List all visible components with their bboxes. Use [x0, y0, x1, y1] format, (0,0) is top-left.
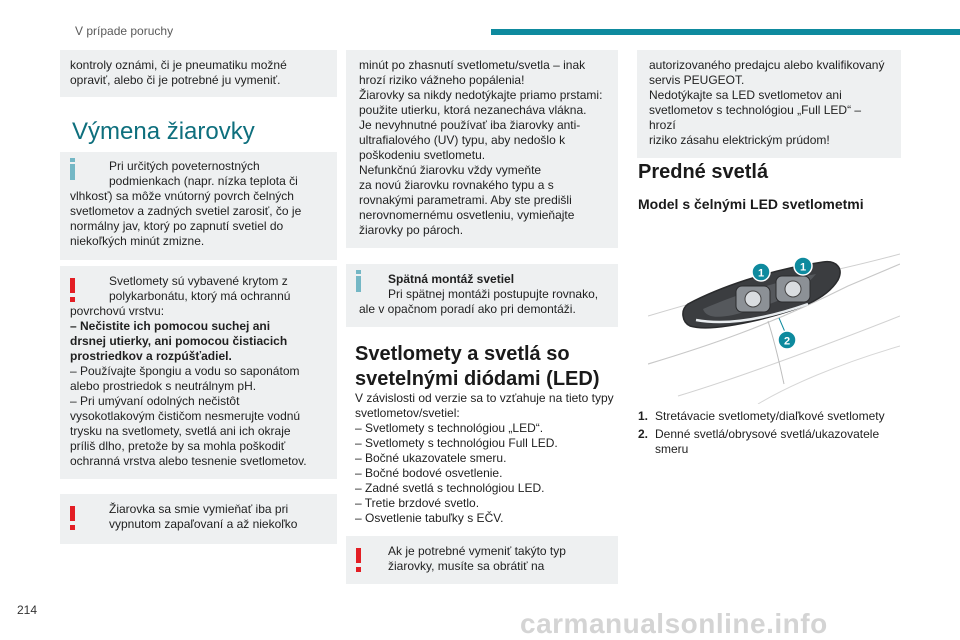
warning-box-polycarbonate	[60, 266, 337, 479]
text-line-bold: drsnej utierky, ani pomocou čistiacich	[70, 334, 288, 348]
text-line: podmienkach (napr. nízka teplota či	[109, 174, 298, 188]
text-line: svetlometov s technológiou „Full LED“ – hrozí	[649, 103, 862, 132]
text-line: svetlometov/svetiel:	[355, 406, 460, 420]
watermark: carmanualsonline.info	[520, 608, 828, 639]
text-line: servis PEUGEOT.	[649, 73, 745, 87]
warning-box-bulb	[60, 494, 337, 544]
text-line: ultrafialového (UV) typu, aby nedošlo k	[359, 133, 566, 147]
text-line: Svetlomety sú vybavené krytom z	[109, 274, 288, 288]
text-line: niekoľkých minút zmizne.	[70, 234, 205, 248]
text-line: svetlometov a zadných svetiel zarosiť, čo je	[70, 204, 302, 218]
note-box-dealer-continued	[637, 50, 901, 158]
heading-line: Svetlomety a svetlá so	[355, 343, 570, 365]
text-line: minút po zhasnutí svetlometu/svetla – inak	[359, 58, 586, 72]
legend-number: 2.	[638, 427, 649, 441]
text-line: Žiarovka sa smie vymieňať iba pri	[109, 502, 289, 516]
text-line: kontroly oznámi, či je pneumatiku možné	[70, 58, 287, 72]
callout-label-2: 2	[783, 335, 791, 348]
text-line: opraviť, alebo či je potrebné ju vymeniť.	[70, 73, 281, 87]
text-line: vypnutom zapaľovaní a až niekoľko	[109, 517, 298, 531]
text-line: Je nevyhnutné používať iba žiarovky anti-	[359, 118, 581, 132]
list-item: – Bočné bodové osvetlenie.	[355, 466, 503, 480]
column-3	[637, 50, 901, 158]
legend-number: 1.	[638, 409, 649, 423]
text-line: príliš dlho, pretože by sa mohla poškodiť	[70, 439, 286, 453]
text-line: Ak je potrebné vymeniť takýto typ	[388, 544, 566, 558]
chapter-title: V prípade poruchy	[75, 24, 174, 38]
text-line: ochranná vrstva alebo tesnenie svetlometov.	[70, 454, 307, 468]
legend-list	[638, 409, 908, 460]
list-item: – Zadné svetlá s technológiou LED.	[355, 481, 545, 495]
text-line: normálny jav, ktorý po zapnutí svetiel do	[70, 219, 284, 233]
text-line: Pri určitých poveternostných	[109, 159, 260, 173]
warning-icon	[356, 548, 361, 563]
note-box-bulb-continued	[346, 50, 618, 248]
text-line: riziko zásahu elektrickým prúdom!	[649, 133, 830, 147]
text-line: alebo prostriedok s neutrálnym pH.	[70, 379, 257, 393]
legend-item	[638, 409, 908, 424]
column-1	[60, 50, 337, 97]
text-line-bold: prostriedkov a rozpúšťadiel.	[70, 349, 232, 363]
text-line: vysokotlakovým čističom nesmerujte vodnú	[70, 409, 301, 423]
led-intro	[355, 391, 625, 526]
text-line: Nefunkčnú žiarovku vždy vymeňte	[359, 163, 542, 177]
legend-item	[638, 427, 908, 457]
text-line: žiarovky po pároch.	[359, 223, 464, 237]
info-box-condensation	[60, 152, 337, 260]
text-line: rovnakými parametrami. Aby ste predišli	[359, 193, 572, 207]
info-box-reassembly	[346, 264, 618, 327]
page-number: 214	[17, 603, 38, 617]
callout-label-1a: 1	[757, 267, 765, 280]
text-line: – Používajte špongiu a vodu so saponátom	[70, 364, 300, 378]
text-line: polykarbonátu, ktorý má ochrannú	[109, 289, 291, 303]
text-line: žiarovky, musíte sa obrátiť na	[388, 559, 545, 573]
text-line: V závislosti od verzie sa to vzťahuje na tieto typy	[355, 391, 614, 405]
info-title: Spätná montáž svetiel	[388, 272, 515, 286]
legend-text: Denné svetlá/obrysové svetlá/ukazovatele	[655, 427, 880, 441]
list-item: – Svetlomety s technológiou „LED“.	[355, 421, 544, 435]
note-box-continued	[60, 50, 337, 97]
text-line: hrozí riziko vážneho popálenia!	[359, 73, 525, 87]
column-2	[346, 50, 618, 248]
text-line-bold: – Nečistite ich pomocou suchej ani	[70, 319, 271, 333]
text-line: použite utierku, ktorá nezanecháva vlákna.	[359, 103, 587, 117]
text-line: Nedotýkajte sa LED svetlometov ani	[649, 88, 842, 102]
headlamp-illustration	[648, 246, 900, 404]
text-line: Žiarovky sa nikdy nedotýkajte priamo prstami:	[359, 88, 603, 102]
warning-icon	[70, 506, 75, 521]
front-lights-heading: Predné svetlá	[638, 161, 769, 183]
text-line: za novú žiarovku rovnakého typu a s	[359, 178, 554, 192]
text-line: povrchovú vrstvu:	[70, 304, 165, 318]
header-accent-bar	[491, 29, 960, 35]
section-title: Výmena žiarovky	[72, 118, 255, 145]
heading-line: svetelnými diódami (LED)	[355, 368, 600, 390]
info-icon	[70, 164, 75, 180]
text-line: ale v opačnom poradí ako pri demontáži.	[359, 302, 576, 316]
led-types-list	[355, 421, 625, 526]
led-section-heading	[355, 342, 600, 392]
legend-text: smeru	[655, 442, 689, 456]
list-item: – Svetlomety s technológiou Full LED.	[355, 436, 558, 450]
list-item: – Tretie brzdové svetlo.	[355, 496, 480, 510]
text-line: poškodeniu svetlometu.	[359, 148, 486, 162]
text-line: Pri spätnej montáži postupujte rovnako,	[388, 287, 599, 301]
legend-text: Stretávacie svetlomety/diaľkové svetlomety	[655, 409, 885, 423]
led-model-subheading: Model s čelnými LED svetlometmi	[638, 196, 864, 212]
text-line: nerovnomernému osvetleniu, vymieňajte	[359, 208, 575, 222]
list-item: – Osvetlenie tabuľky s EČV.	[355, 511, 504, 525]
warning-box-led	[346, 536, 618, 584]
text-line: vlhkosť) sa môže vnútorný povrch čelných	[70, 189, 294, 203]
warning-icon	[70, 278, 75, 293]
callout-label-1b: 1	[799, 261, 807, 274]
text-line: – Pri umývaní odolných nečistôt	[70, 394, 240, 408]
text-line: trysku na svetlomety, svetlá ani ich okraje	[70, 424, 291, 438]
text-line: autorizovaného predajcu alebo kvalifikovaný	[649, 58, 885, 72]
list-item: – Bočné ukazovatele smeru.	[355, 451, 507, 465]
info-icon	[356, 276, 361, 292]
